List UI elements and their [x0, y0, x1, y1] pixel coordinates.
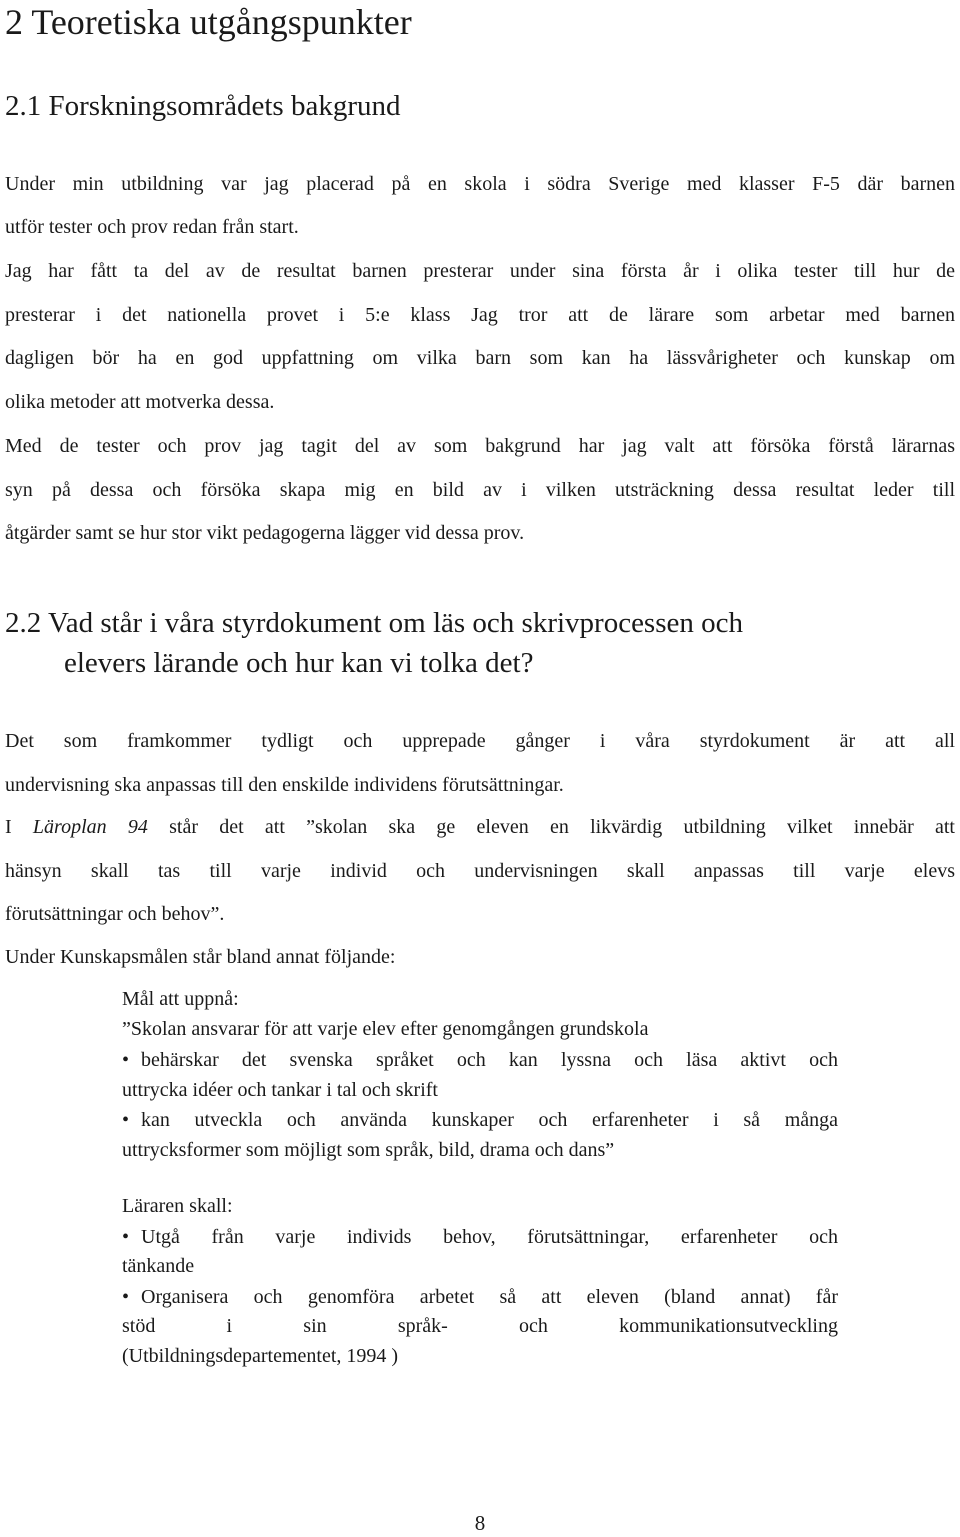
citation: (Utbildningsdepartementet, 1994 ) [122, 1344, 399, 1367]
bullet-text: kan utveckla och använda kunskaper och erfarenheter i så många [141, 1109, 838, 1131]
paragraph-knowledge-goals-intro: Under Kunskapsmålen står bland annat följande: [5, 946, 396, 968]
section-heading-2-1: 2.1 Forskningsområdets bakgrund [5, 90, 401, 122]
bullet-icon: • [122, 1049, 130, 1071]
bullet-text: Organisera och genomföra arbetet så att eleven (bland annat) får [141, 1285, 838, 1308]
text-line: åtgärder samt se hur stor vikt pedagogerna lägger vid dessa prov. [5, 522, 525, 544]
page-number: 8 [474, 1511, 486, 1535]
bullet-text-cont: uttrycksformer som möjligt som språk, bild, drama och dans” [122, 1138, 615, 1161]
text-line: hänsyn skall tas till varje individ och undervisningen skall anpassas till varje elevs [5, 859, 955, 882]
bullet-text: Utgå från varje individs behov, förutsättningar, erfarenheter och [141, 1225, 838, 1248]
bullet-icon: • [122, 1109, 130, 1131]
text-line: Det som framkommer tydligt och upprepade gånger i våra styrdokument är att all [5, 730, 955, 752]
block-quote-goals [122, 985, 838, 1165]
text-line: presterar i det nationella provet i 5:e klass Jag tror att de lärare som arbetar med barnen [5, 303, 955, 326]
text-line: undervisning ska anpassas till den enskilde individens förutsättningar. [5, 773, 564, 796]
chapter-heading: 2 Teoretiska utgångspunkter [5, 2, 412, 42]
text-line: Jag har fått ta del av de resultat barnen presterar under sina första år i olika tester till hur de [5, 260, 955, 282]
bullet-item [122, 1223, 838, 1253]
text-fragment: I [5, 816, 33, 838]
bullet-item [122, 1106, 838, 1136]
bullet-icon: • [122, 1225, 130, 1248]
text-line: olika metoder att motverka dessa. [5, 390, 275, 413]
paragraph-background-aim [5, 425, 955, 556]
text-line: utför tester och prov redan från start. [5, 216, 299, 238]
bullet-text-cont: uttrycka idéer och tankar i tal och skrift [122, 1078, 438, 1101]
text-line: syn på dessa och försöka skapa mig en bild av i vilken utsträckning dessa resultat leder till [5, 478, 955, 501]
text-line: dagligen bör ha en god uppfattning om vilka barn som kan ha lässvårigheter och kunskap om [5, 347, 955, 369]
quote-intro: ”Skolan ansvarar för att varje elev efter genomgången grundskola [122, 1017, 649, 1040]
paragraph-background-results [5, 250, 955, 424]
text-line: förutsättningar och behov”. [5, 903, 225, 925]
bullet-icon: • [122, 1285, 130, 1308]
block-quote-teacher [122, 1192, 838, 1371]
text-line: Under min utbildning var jag placerad på en skola i södra Sverige med klasser F-5 där barnen [5, 173, 955, 195]
text-line: Med de tester och prov jag tagit del av som bakgrund har jag valt att försöka förstå lärarnas [5, 435, 955, 457]
bullet-text-cont: tänkande [122, 1255, 195, 1277]
quote-heading: Mål att uppnå: [122, 988, 239, 1010]
bullet-text: behärskar det svenska språket och kan lyssna och läsa aktivt och [141, 1049, 838, 1071]
quote-heading: Läraren skall: [122, 1195, 233, 1217]
section-heading-2-2-continued: elevers lärande och hur kan vi tolka det? [64, 647, 534, 679]
text-line [5, 806, 955, 850]
bullet-item [122, 1046, 838, 1076]
bullet-item [122, 1283, 838, 1313]
bullet-text-cont: stöd i sin språk- och kommunikationsutveckling [122, 1315, 838, 1337]
paragraph-curriculum-quote [5, 806, 955, 937]
text-fragment: står det att ”skolan ska ge eleven en likvärdig utbildning vilket innebär att [147, 816, 955, 838]
paragraph-background-intro [5, 163, 955, 250]
curriculum-title: Läroplan 94 [32, 816, 148, 838]
paragraph-steering-documents [5, 720, 955, 807]
section-heading-2-2: 2.2 Vad står i våra styrdokument om läs och skrivprocessen och [5, 607, 743, 639]
